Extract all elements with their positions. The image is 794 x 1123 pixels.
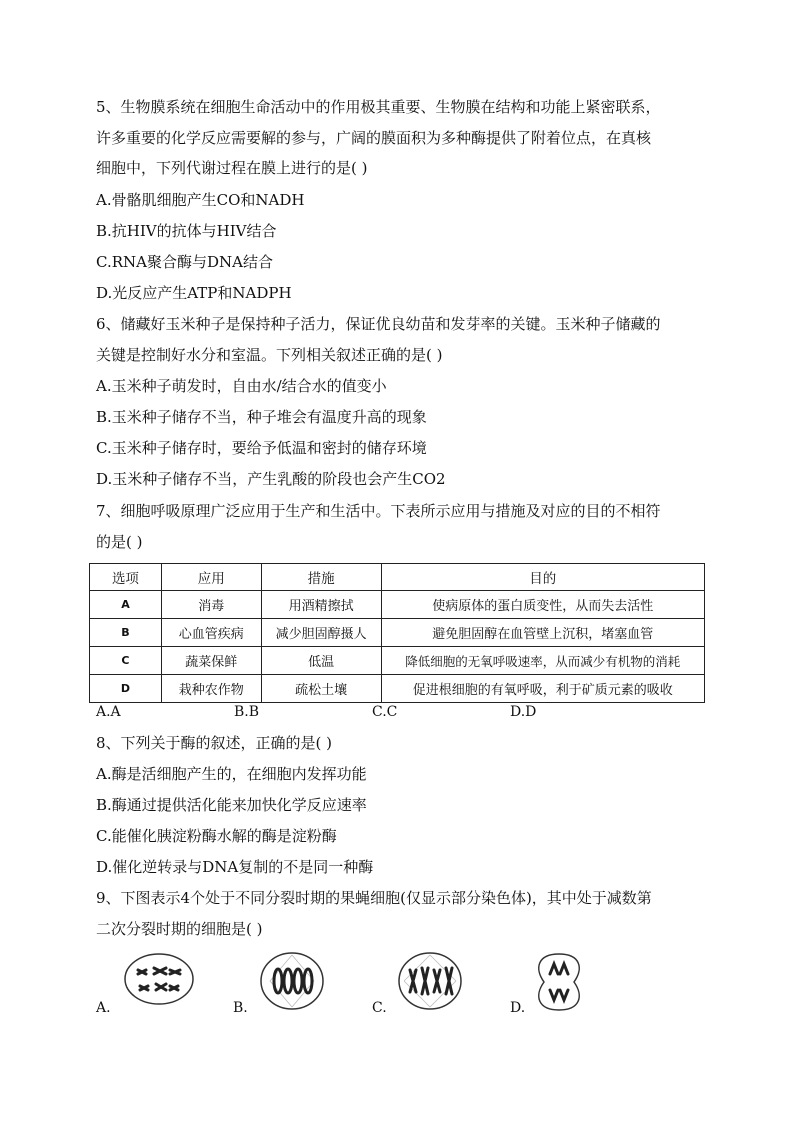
- q8-option-a: A.酶是活细胞产生的，在细胞内发挥功能: [96, 765, 367, 783]
- q6-option-d: D.玉米种子储存不当，产生乳酸的阶段也会产生CO2: [96, 470, 446, 488]
- q5-option-c: C.RNA聚合酶与DNA结合: [96, 253, 273, 271]
- table-cell: 心血管疾病: [161, 619, 261, 647]
- table-cell: 使病原体的蛋白质变性，从而失去活性: [381, 591, 704, 619]
- q5-stem-line-3: 细胞中，下列代谢过程在膜上进行的是( ): [96, 159, 368, 177]
- cell-diagram-b: [258, 950, 326, 1012]
- q7-stem-line-1: 7、细胞呼吸原理广泛应用于生产和生活中。下表所示应用与措施及对应的目的不相符: [96, 502, 661, 520]
- table-header-cell: 选项: [90, 564, 162, 591]
- table-cell: A: [90, 591, 162, 619]
- q9-stem-line-1: 9、下图表示4个处于不同分裂时期的果蝇细胞(仅显示部分染色体)，其中处于减数第: [96, 889, 652, 907]
- table-header-row: [90, 564, 705, 591]
- table-cell: D: [90, 675, 162, 703]
- cell-label-c: C.: [372, 1000, 387, 1016]
- q6-stem-line-2: 关键是控制好水分和室温。下列相关叙述正确的是( ): [96, 346, 443, 364]
- table-cell: 消毒: [161, 591, 261, 619]
- cell-diagram-c: [396, 950, 464, 1012]
- q8-stem: 8、下列关于酶的叙述，正确的是( ): [96, 734, 333, 752]
- table-cell: 蔬菜保鲜: [161, 647, 261, 675]
- table-cell: 疏松土壤: [261, 675, 381, 703]
- table-header-cell: 措施: [261, 564, 381, 591]
- cell-diagram-d: [530, 950, 588, 1014]
- q5-option-b: B.抗HIV的抗体与HIV结合: [96, 222, 277, 240]
- table-row: [90, 675, 705, 703]
- q6-option-b: B.玉米种子储存不当，种子堆会有温度升高的现象: [96, 408, 427, 426]
- table-row: [90, 619, 705, 647]
- q7-answer-c: C.C: [372, 704, 398, 720]
- cell-diagram-a: [122, 950, 196, 1008]
- table-cell: 降低细胞的无氧呼吸速率，从而减少有机物的消耗: [381, 647, 704, 675]
- q7-answer-b: B.B: [234, 704, 260, 720]
- table-row: [90, 591, 705, 619]
- table-cell: B: [90, 619, 162, 647]
- table-header-cell: 应用: [161, 564, 261, 591]
- q6-stem-line-1: 6、储藏好玉米种子是保持种子活力，保证优良幼苗和发芽率的关键。玉米种子储藏的: [96, 315, 661, 333]
- table-cell: 减少胆固醇摄人: [261, 619, 381, 647]
- cell-label-d: D.: [510, 1000, 526, 1016]
- q9-stem-line-2: 二次分裂时期的细胞是( ): [96, 920, 263, 938]
- table-row: [90, 647, 705, 675]
- q5-stem-line-1: 5、生物膜系统在细胞生命活动中的作用极其重要、生物膜在结构和功能上紧密联系，: [96, 98, 661, 116]
- q8-option-b: B.酶通过提供活化能来加快化学反应速率: [96, 796, 367, 814]
- table-cell: 低温: [261, 647, 381, 675]
- q5-option-a: A.骨骼肌细胞产生CO和NADH: [96, 191, 305, 209]
- q8-option-c: C.能催化胰淀粉酶水解的酶是淀粉酶: [96, 827, 337, 845]
- q8-option-d: D.催化逆转录与DNA复制的不是同一种酶: [96, 858, 374, 876]
- q7-stem-line-2: 的是( ): [96, 533, 143, 551]
- q5-stem-line-2: 许多重要的化学反应需要解的参与，广阔的膜面积为多种酶提供了附着位点，在真核: [96, 129, 652, 147]
- table-cell: 栽种农作物: [161, 675, 261, 703]
- q5-option-d: D.光反应产生ATP和NADPH: [96, 284, 292, 302]
- table-cell: 避免胆固醇在血管壁上沉积，堵塞血管: [381, 619, 704, 647]
- table-cell: 促进根细胞的有氧呼吸，利于矿质元素的吸收: [381, 675, 704, 703]
- q7-answer-a: A.A: [96, 704, 121, 720]
- q7-answer-d: D.D: [510, 704, 537, 720]
- table-cell: 用酒精擦拭: [261, 591, 381, 619]
- table-cell: C: [90, 647, 162, 675]
- cell-label-b: B.: [233, 1000, 248, 1016]
- cell-label-a: A.: [96, 1000, 111, 1016]
- q6-option-c: C.玉米种子储存时，要给予低温和密封的储存环境: [96, 439, 427, 457]
- q7-table: [89, 563, 705, 703]
- table-header-cell: 目的: [381, 564, 704, 591]
- q6-option-a: A.玉米种子萌发时，自由水/结合水的值变小: [96, 377, 387, 395]
